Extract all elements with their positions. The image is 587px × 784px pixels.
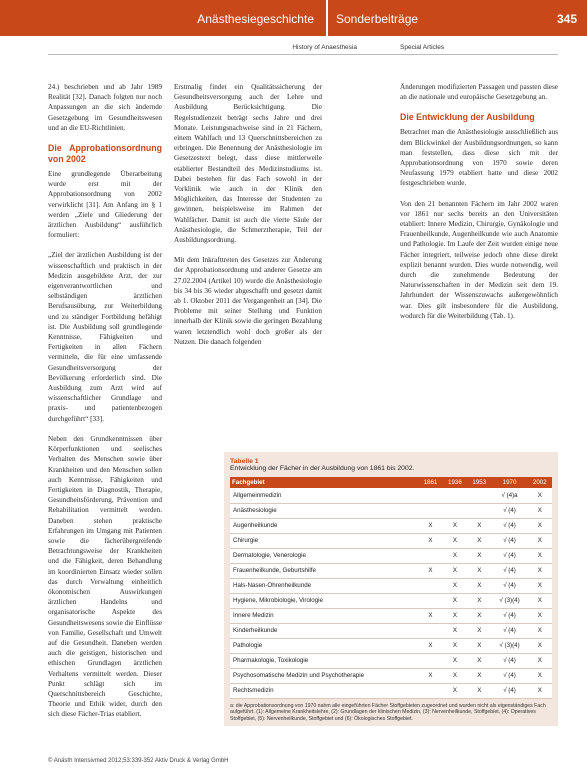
header-divider bbox=[326, 0, 328, 36]
table-row bbox=[230, 503, 552, 518]
table-cell: √ (4) bbox=[492, 683, 528, 698]
table-cell bbox=[467, 488, 491, 503]
table-cell: X bbox=[528, 623, 552, 638]
paragraph: Betrachtet man die Anästhesiologie ausschließlich aus dem Blickwinkel der Ausbildungsordnungen, so kann man feststellen, dass diese sich mit der Approbationsordnung von 1970 sowie deren Neufassung 1979 etabliert hatte und diese 2002 festgeschrieben wurde. bbox=[400, 128, 558, 188]
section-heading: Die Approbationsordnung von 2002 bbox=[48, 143, 162, 165]
table-cell bbox=[418, 683, 442, 698]
table-cell: √ (4) bbox=[492, 653, 528, 668]
table-cell: X bbox=[418, 563, 442, 578]
table-cell: X bbox=[467, 608, 491, 623]
subject-name-cell: Frauenheilkunde, Geburtshilfe bbox=[230, 563, 418, 578]
table-cell bbox=[418, 653, 442, 668]
table-cell: X bbox=[528, 593, 552, 608]
table-cell: X bbox=[443, 593, 467, 608]
table-cell bbox=[443, 503, 467, 518]
table-row bbox=[230, 563, 552, 578]
table-cell: X bbox=[528, 533, 552, 548]
subjects-table bbox=[230, 477, 552, 699]
table-cell: X bbox=[443, 638, 467, 653]
subject-name-cell: Psychosomatische Medizin und Psychotherapie bbox=[230, 668, 418, 683]
subject-name-cell: Pharmakologie, Toxikologie bbox=[230, 653, 418, 668]
table-caption: Entwicklung der Fächer in der Ausbildung von 1861 bis 2002. bbox=[230, 465, 415, 472]
table-cell: X bbox=[528, 518, 552, 533]
table-cell: X bbox=[443, 668, 467, 683]
table-cell: X bbox=[467, 638, 491, 653]
table-row bbox=[230, 623, 552, 638]
section-subtitle-en: History of Anaesthesia bbox=[292, 44, 357, 51]
table-cell bbox=[418, 503, 442, 518]
page-footer: © Anästh Intensivmed 2012;53:339-352 Aktiv Druck & Verlag GmbH bbox=[48, 758, 229, 764]
table-header-cell: 1953 bbox=[467, 477, 491, 488]
table-box bbox=[224, 452, 558, 726]
subject-name-cell: Augenheilkunde bbox=[230, 518, 418, 533]
table-cell bbox=[418, 623, 442, 638]
table-cell bbox=[418, 593, 442, 608]
table-cell: X bbox=[467, 548, 491, 563]
subject-name-cell: Chirurgie bbox=[230, 533, 418, 548]
paragraph: Neben den Grundkenntnissen über Körperfunktionen und seelisches Verhalten des Menschen sowie über Krankheiten und den Menschen sollen auch Kenntnisse, Fähigkeiten und Fertigkeiten in Diagnostik, Therapie, Gesundheitsförderung, Prävention und Rehabilitation vermittelt werden. Daneben stehen praktische Erfahrungen im Umgang mit Patienten sowie die fächerübergreifende Betrachtungsweise der Krankheiten und die Fähigkeit, deren Behandlung im koordinierten Einsatz wieder sollen das durch Verwaltung einheitlich ökonomischen Auswirkungen ärztlichen Handelns und organisatorische Aspekte des Gesundheitswesens sowie die Einflüsse von Familie, Gesellschaft und Umwelt auf die Gesundheit. Daneben werden auch die geistigen, historischen und ethischen Grundlagen ärztlichen Verhaltens vermittelt werden. Dieser Punkt schlägt sich im Querschnittsbereich Geschichte, Theorie und Ethik wider, durch den sich diese Fächer-Trias etabliert. bbox=[48, 434, 162, 719]
table-cell: √ (4) bbox=[492, 668, 528, 683]
subject-name-cell: Dermatologie, Venerologie bbox=[230, 548, 418, 563]
table-cell: X bbox=[528, 578, 552, 593]
paragraph: Eine grundlegende Überarbeitung wurde erst mit der Approbationsordnung von 2002 verwirklicht [31]. Am Anfang im § 1 werden „Ziele und Gliederung der ärztlichen Ausbildung“ ausführlich formuliert: bbox=[48, 170, 162, 240]
table-header-row bbox=[230, 477, 552, 488]
table-cell: √ (4) bbox=[492, 623, 528, 638]
table-cell bbox=[467, 503, 491, 518]
table-cell: X bbox=[528, 488, 552, 503]
section-heading: Die Entwicklung der Ausbildung bbox=[400, 112, 535, 123]
paragraph: Erstmalig findet ein Qualitätssicherung der Gesundheitsversorgung auch der Lehre und Ausbildung Berücksichtigung. Die Regelstudienzeit beträgt sechs Jahre und drei Monate. Leistungsnachweise sind in 21 Fächern, einem Wahlfach und 13 Querschnittsbereichen zu erbringen. Die Benennung der Anästhesiologie im Gesetzestext belegt, dass diese mittlerweile etablierter Bestandteil des Medizinstudiums ist. Dabei bestehen für das Fach sowohl in der Vorklinik wie auch in der Klinik den Möglichkeiten, das Interesse der Studenten zu gewinnen, beispielsweise im Rahmen der Wahlfächer. Damit ist auch die vierte Säule der Anästhesiologie, die Schmerztherapie, Teil der Ausbildungsordnung. bbox=[174, 83, 322, 245]
table-cell: X bbox=[467, 533, 491, 548]
subject-name-cell: Hygiene, Mikrobiologie, Virologie bbox=[230, 593, 418, 608]
table-cell: √ (4) bbox=[492, 533, 528, 548]
table-row bbox=[230, 578, 552, 593]
table-cell: √ (4) bbox=[492, 578, 528, 593]
table-cell bbox=[443, 488, 467, 503]
paragraph: 24.) beschrieben und ab Jahr 1989 Realität [32]. Danach folgten nur noch Anpassungen an die sich ändernde Gesetzgebung im Gesundheitswesen und an die EU-Richtlinien. bbox=[48, 83, 162, 132]
table-row bbox=[230, 533, 552, 548]
table-cell bbox=[418, 488, 442, 503]
subject-name-cell: Kinderheilkunde bbox=[230, 623, 418, 638]
table-cell: √ (4) bbox=[492, 608, 528, 623]
table-cell: X bbox=[467, 563, 491, 578]
table-cell: X bbox=[443, 548, 467, 563]
table-cell: X bbox=[443, 563, 467, 578]
table-cell: √ (3)(4) bbox=[492, 593, 528, 608]
table-row bbox=[230, 593, 552, 608]
table-cell: √ (4) bbox=[492, 548, 528, 563]
table-header-cell: 1970 bbox=[492, 477, 528, 488]
text-column-3 bbox=[400, 82, 558, 372]
header-bar bbox=[0, 0, 587, 36]
paragraph: Mit dem Inkrafttreten des Gesetzes zur Änderung der Approbationsordnung und anderer Gesetze am 27.02.2004 (Artikel 10) wurde die Anästhesiologie bis 34 bis 36 wieder abgeschafft und gesetzt damit ab 1. Oktober 2011 der Vergangenheit an [34]. Die Probleme mit seiner Stellung und Funktion innerhalb der Klinik sowie die geringen Bezahlung waren letztendlich wohl doch großer als der Nutzen. Die danach folgenden bbox=[174, 256, 322, 346]
paragraph: Änderungen modifizierten Passagen und passten diese an die nationale und europäische Gesetzgebung an. bbox=[400, 83, 558, 102]
table-cell: X bbox=[528, 563, 552, 578]
table-cell: X bbox=[467, 623, 491, 638]
table-cell: X bbox=[528, 608, 552, 623]
paragraph: Von den 21 benannten Fächern im Jahr 2002 waren vor 1861 nur sechs bereits an den Universitäten etabliert: Innere Medizin, Chirurgie, Gynäkologie und Frauenheilkunde, Augenheilkunde wie auch Anatomie und Pathologie. Im Laufe der Zeit wurden einige neue Fächer integriert, teilweise jedoch ohne diese direkt explizit benannt wurden. Dies wurde notwendig, weil durch die zunehmende Bedeutung der Naturwissenschaften in der Medizin seit dem 19. Jahrhundert der Wissenszuwachs außergewöhnlich war. Dies gilt insbesondere für die Ausbildung, wodurch für die Weiterbildung (Tab. 1). bbox=[400, 199, 558, 320]
table-cell: X bbox=[443, 578, 467, 593]
table-row bbox=[230, 518, 552, 533]
table-cell: √ (4) bbox=[492, 563, 528, 578]
quote-paragraph: „Ziel der ärztlichen Ausbildung ist der wissenschaftlich und praktisch in der Medizin ausgebildete Arzt, der zur eigenverantwortlichen und selbständigen ärztlichen Berufsausübung, zur Weiterbildung und zu ständiger Fortbildung befähigt ist. Die Ausbildung soll grundlegende Kenntnisse, Fähigkeiten und Fertigkeiten in allen Fächern vermitteln, die für eine umfassende Gesundheitsversorgung der Bevölkerung erforderlich sind. Die Ausbildung zum Arzt wird auf wissenschaftlicher Grundlage und praxis- und patientenbezogen durchgeführt“ [33]. bbox=[48, 251, 162, 423]
table-row bbox=[230, 488, 552, 503]
table-cell: X bbox=[418, 638, 442, 653]
table-cell: X bbox=[467, 593, 491, 608]
table-row bbox=[230, 683, 552, 698]
subject-name-cell: Hals-Nasen-Ohrenheilkunde bbox=[230, 578, 418, 593]
subject-name-cell: Innere Medizin bbox=[230, 608, 418, 623]
article-type-title: Sonderbeiträge bbox=[336, 12, 419, 26]
table-cell: √ (4)a bbox=[492, 488, 528, 503]
table-cell: X bbox=[418, 533, 442, 548]
subject-name-cell: Allgemeinmedizin bbox=[230, 488, 418, 503]
table-header-cell: 1861 bbox=[418, 477, 442, 488]
table-cell bbox=[418, 578, 442, 593]
table-cell: X bbox=[443, 623, 467, 638]
table-label: Tabelle 1 bbox=[230, 458, 259, 465]
table-cell: X bbox=[467, 683, 491, 698]
table-cell: X bbox=[418, 668, 442, 683]
table-cell: X bbox=[443, 518, 467, 533]
table-row bbox=[230, 638, 552, 653]
table-cell: X bbox=[443, 653, 467, 668]
table-header-cell: 2002 bbox=[528, 477, 552, 488]
table-row bbox=[230, 653, 552, 668]
header-rule bbox=[48, 54, 558, 55]
subject-name-cell: Rechtsmedizin bbox=[230, 683, 418, 698]
header-left bbox=[0, 0, 326, 36]
table-cell: X bbox=[528, 653, 552, 668]
table-cell: X bbox=[467, 668, 491, 683]
article-type-subtitle-en: Special Articles bbox=[400, 44, 445, 51]
table-cell: X bbox=[443, 533, 467, 548]
journal-section-title: Anästhesiegeschichte bbox=[197, 12, 314, 26]
table-cell: X bbox=[528, 548, 552, 563]
table-cell: X bbox=[467, 518, 491, 533]
page-number: 345 bbox=[556, 12, 577, 26]
table-cell: X bbox=[418, 608, 442, 623]
text-column-1 bbox=[48, 82, 162, 742]
table-cell: X bbox=[528, 638, 552, 653]
table-cell: X bbox=[467, 578, 491, 593]
table-cell: X bbox=[528, 668, 552, 683]
table-cell: √ (3)(4) bbox=[492, 638, 528, 653]
table-footnote: a: die Approbationsordnung von 1970 nahm alle eingeführten Fächer Stoffgebieten zugeordnet und wurden nicht als eigenständiges Fach aufgeführt. (1): Allgemeine Krankheitslehre, (2): Grundlagen der klinischen Medizin, (3): Nervenheilkunde, Stoffgebiet, (4): Operatives Stoffgebiet, (5): Nervenheilkunde, Stoffgebiet und (6): Ökologisches Stoffgebiet. bbox=[230, 702, 546, 722]
table-row bbox=[230, 548, 552, 563]
table-cell: X bbox=[528, 683, 552, 698]
table-cell: X bbox=[528, 503, 552, 518]
subject-name-cell: Anästhesiologie bbox=[230, 503, 418, 518]
table-header-cell: 1936 bbox=[443, 477, 467, 488]
table-cell: X bbox=[443, 683, 467, 698]
table-cell: √ (4) bbox=[492, 518, 528, 533]
table-cell: √ (4) bbox=[492, 503, 528, 518]
subject-name-cell: Pathologie bbox=[230, 638, 418, 653]
text-column-2 bbox=[174, 82, 322, 372]
table-row bbox=[230, 608, 552, 623]
table-header-cell: Fachgebiet bbox=[230, 477, 418, 488]
table-cell: X bbox=[443, 608, 467, 623]
table-cell bbox=[418, 548, 442, 563]
table-cell: X bbox=[418, 518, 442, 533]
table-row bbox=[230, 668, 552, 683]
table-cell: X bbox=[467, 653, 491, 668]
